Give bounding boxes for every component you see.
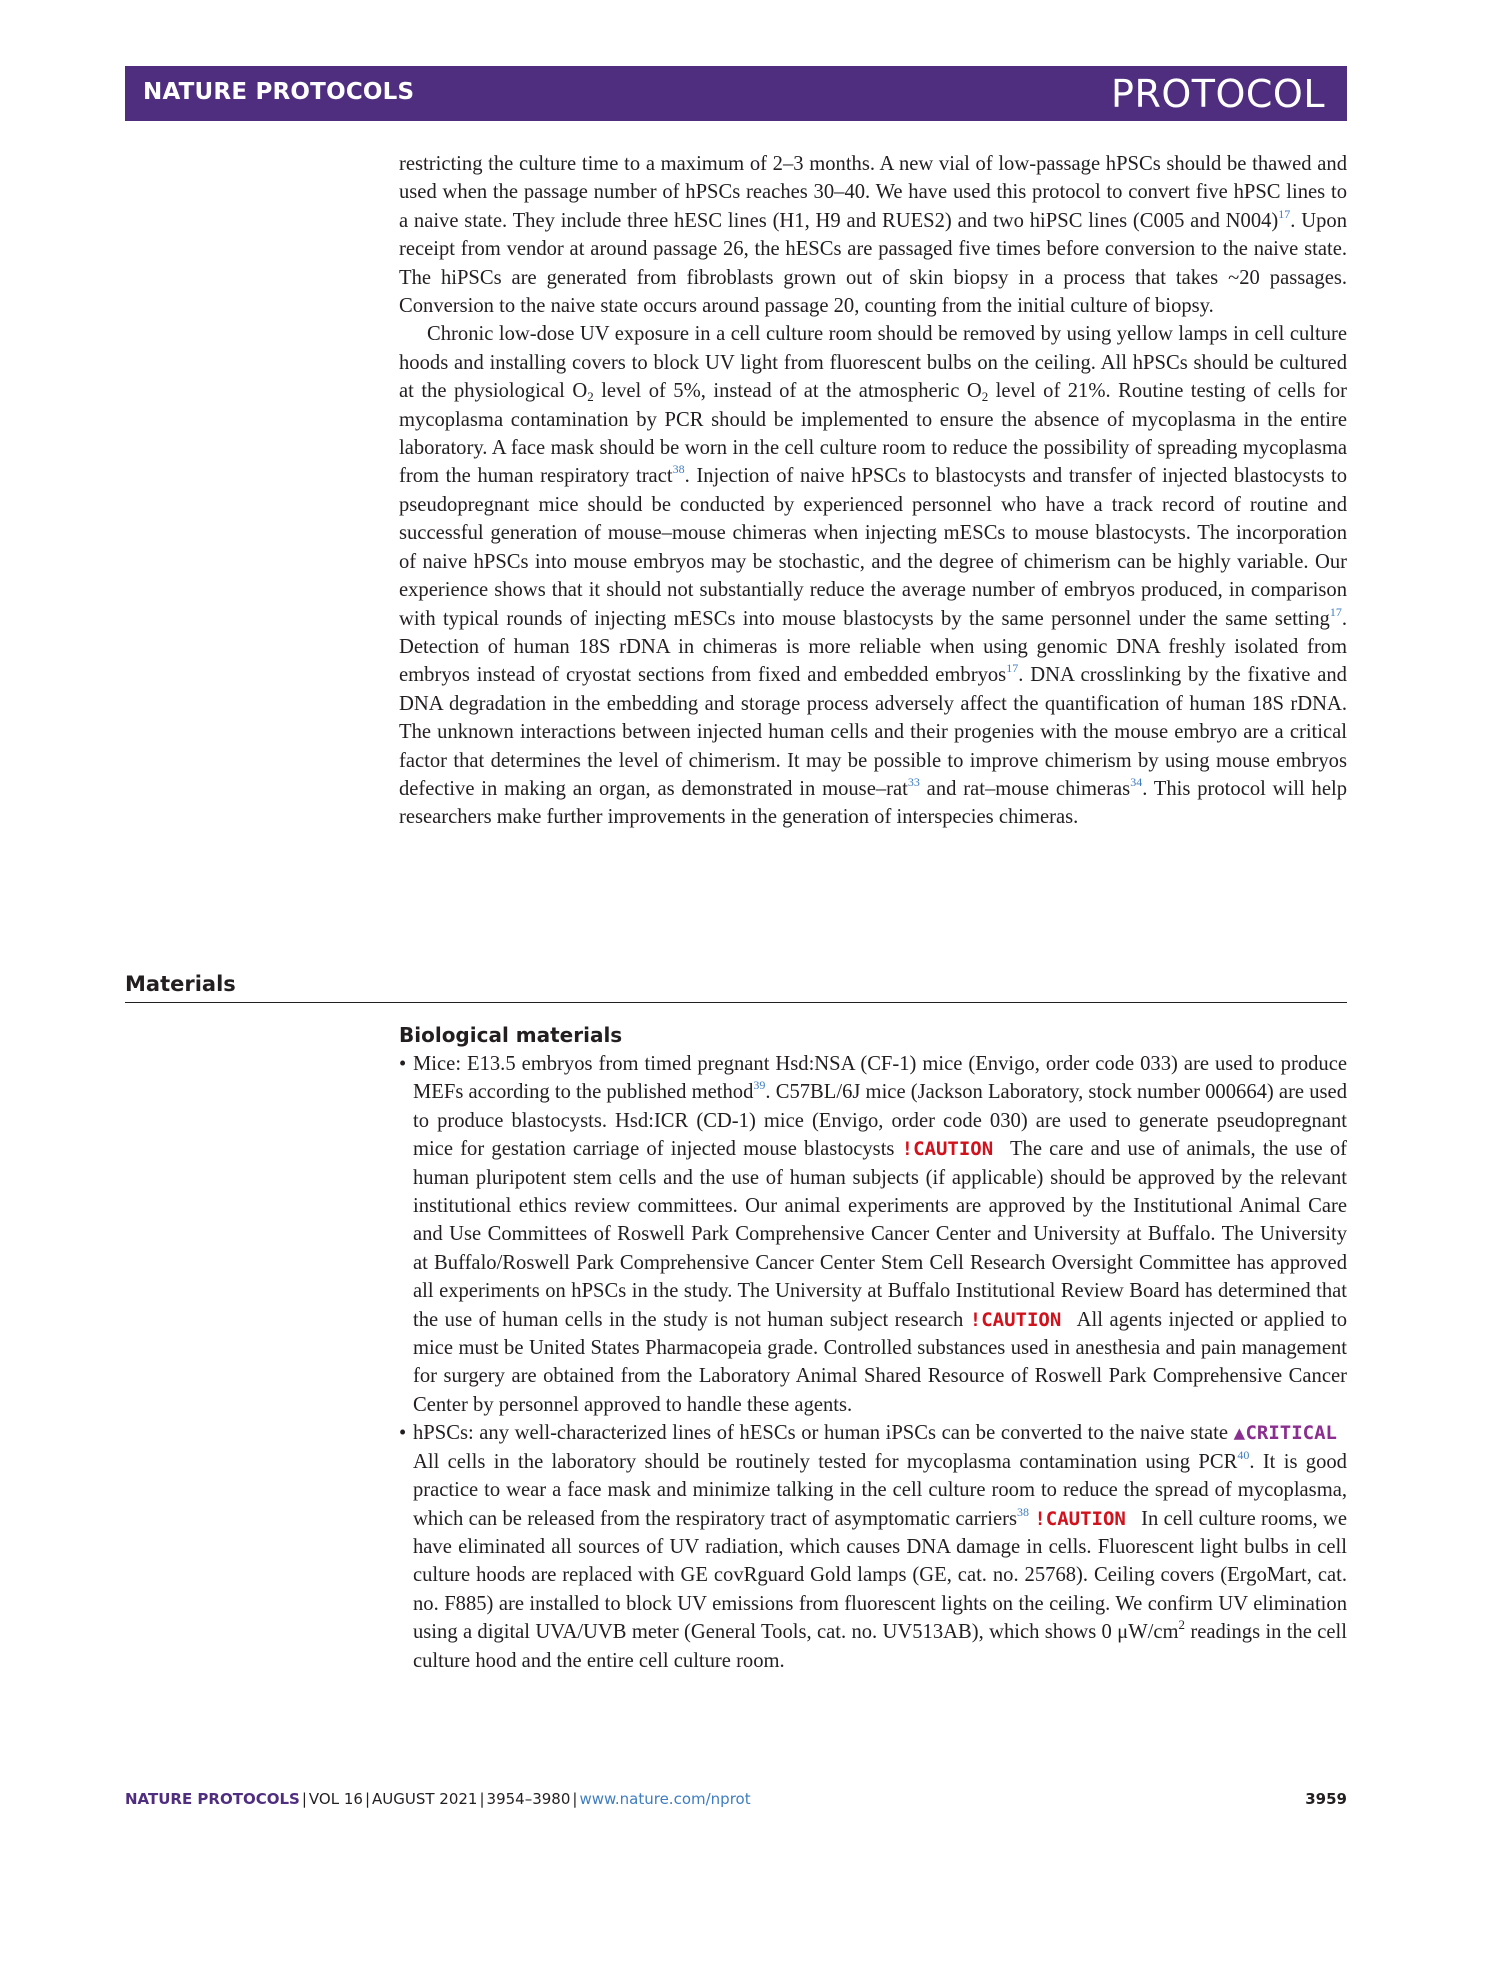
citation-ref[interactable]: 17 [1329,604,1342,619]
page-number: 3959 [1305,1790,1347,1808]
text-run: readings in the cell culture hood and the entire cell culture room. [413,1621,1347,1672]
footer-volume: VOL 16 [308,1790,363,1808]
text-run: . C57BL/6J mice (Jackson Laboratory, stock number 000664) are used to produce blastocysts. Hsd:ICR (CD-1) mice (Envigo, order code 030) are used to generate pseudopregnant mice for gestation carriage of injected mouse blastocysts [413,1081,1347,1161]
caution-label: !CAUTION [1034,1507,1126,1530]
citation-ref[interactable]: 38 [1017,1504,1030,1519]
separator: | [479,1790,485,1808]
page-footer [125,1790,1347,1808]
caution-label: !CAUTION [969,1308,1062,1331]
paragraph-2 [399,320,1347,831]
superscript: 2 [1178,1617,1186,1633]
citation-ref[interactable]: 33 [907,774,920,789]
text-run: In cell culture rooms, we have eliminated all sources of UV radiation, which causes DNA damage in cells. Fluorescent light bulbs in cell culture hoods are replaced with GE covRguard Gold lamps (GE, cat. no. 25768). Ceiling covers (ErgoMart, cat. no. F885) are installed to block UV emissions from fluorescent lights on the ceiling. We confirm UV elimination using a digital UVA/UVB meter (General Tools, cat. no. UV513AB), which shows 0 μW/cm [413,1507,1347,1644]
footer-journal: NATURE PROTOCOLS [125,1790,300,1808]
text-run: . Injection of naive hPSCs to blastocysts and transfer of injected blastocysts to pseudopregnant mice should be conducted by experienced personnel who have a track record of routine and successful generation of mouse–mouse chimeras when injecting mESCs to mouse blastocysts. The incorporation of naive hPSCs into mouse embryos may be stochastic, and the degree of chimerism can be highly variable. Our experience shows that it should not substantially reduce the average number of embryos produced, in comparison with typical rounds of injecting mESCs into mouse blastocysts by the same personnel under the same setting [399,465,1347,630]
separator: | [572,1790,578,1808]
citation-ref[interactable]: 17 [1006,661,1019,676]
materials-list [399,1050,1347,1675]
citation-ref[interactable]: 40 [1237,1447,1250,1462]
header-banner [125,66,1347,121]
text-run: The care and use of animals, the use of human pluripotent stem cells and the use of human subjects (if applicable) should be approved by the relevant institutional ethics review committees. Our animal experiments are approved by the Institutional Animal Care and Use Committees of Roswell Park Comprehensive Cancer Center and University at Buffalo. The University at Buffalo/Roswell Park Comprehensive Cancer Center Stem Cell Research Oversight Committee has approved all experiments on hPSCs in the study. The University at Buffalo Institutional Review Board has determined that the use of human cells in the study is not human subject research [413,1138,1347,1331]
citation-ref[interactable]: 39 [753,1078,766,1093]
bullet: • [399,1422,407,1445]
text-run: Mice: E13.5 embryos from timed pregnant Hsd:NSA (CF-1) mice (Envigo, order code 033) are used to produce MEFs according to the published method [413,1053,1347,1104]
intro-text [399,150,1347,832]
citation-ref[interactable]: 38 [672,462,685,477]
text-run: level of 21%. Routine testing of cells for mycoplasma contamination by PCR should be implemented to ensure the absence of mycoplasma in the entire laboratory. A face mask should be worn in the cell culture room to reduce the possibility of spreading mycoplasma from the human respiratory tract [399,380,1347,488]
subscript: 2 [587,389,594,405]
footer-url-link[interactable]: www.nature.com/nprot [579,1790,751,1808]
journal-name: NATURE PROTOCOLS [143,79,415,105]
article-type: PROTOCOL [1111,72,1325,116]
separator: | [364,1790,370,1808]
text-run: restricting the culture time to a maximum of 2–3 months. A new vial of low-passage hPSCs should be thawed and used when the passage number of hPSCs reaches 30–40. We have used this protocol to convert five hPSC lines to a naive state. They include three hESC lines (H1, H9 and RUES2) and two hiPSC lines (C005 and N004) [399,153,1347,232]
text-run: All cells in the laboratory should be routinely tested for mycoplasma contamination using PCR [413,1450,1238,1473]
bullet: • [399,1053,407,1075]
separator: | [301,1790,307,1808]
text-run: . Detection of human 18S rDNA in chimeras is more reliable when using genomic DNA freshly isolated from embryos instead of cryostat sections from fixed and embedded embryos [399,607,1347,687]
text-run: level of 5%, instead of at the atmospheric O [593,380,982,403]
text-run: hPSCs: any well-characterized lines of hESCs or human iPSCs can be converted to the naive state [413,1422,1228,1445]
text-run: . This protocol will help researchers make further improvements in the generation of interspecies chimeras. [399,777,1348,829]
section-divider [125,1002,1347,1003]
critical-label: ▲CRITICAL [1233,1422,1337,1445]
text-run: . Upon receipt from vendor at around passage 26, the hESCs are passaged five times before conversion to the naive state. The hiPSCs are generated from fibroblasts grown out of skin biopsy in a process that takes ~20 passages. Conversion to the naive state occurs around passage 20, counting from the initial culture of biopsy. [399,209,1347,318]
text-run: . It is good practice to wear a face mask and minimize talking in the cell culture room to reduce the spread of mycoplasma, which can be released from the respiratory tract of asymptomatic carriers [413,1450,1347,1530]
footer-date: AUGUST 2021 [372,1790,478,1808]
text-run: All agents injected or applied to mice must be United States Pharmacopeia grade. Controlled substances used in anesthesia and pain management for surgery are obtained from the Laboratory Animal Shared Resource of Roswell Park Comprehensive Cancer Center by personnel approved to handle these agents. [413,1308,1347,1416]
text-run: . DNA crosslinking by the fixative and DNA degradation in the embedding and storage process adversely affect the quantification of human 18S rDNA. The unknown interactions between injected human cells and their progenies with the mouse embryo are a critical factor that determines the level of chimerism. It may be possible to improve chimerism by using mouse embryos defective in making an organ, as demonstrated in mouse–rat [399,664,1347,800]
section-title-materials: Materials [125,972,236,996]
citation-ref[interactable]: 17 [1278,206,1291,221]
list-item [399,1050,1347,1419]
footer-pages: 3954–3980 [486,1790,571,1808]
subheading-biological-materials: Biological materials [399,1023,623,1047]
citation-ref[interactable]: 34 [1130,774,1143,789]
paragraph-1 [399,150,1347,320]
text-run: Chronic low-dose UV exposure in a cell culture room should be removed by using yellow lamps in cell culture hoods and installing covers to block UV light from fluorescent bulbs on the ceiling. All hPSCs should be cultured at the physiological O [399,323,1347,403]
text-run: and rat–mouse chimeras [919,777,1131,800]
subscript: 2 [981,389,989,405]
caution-label: !CAUTION [901,1138,994,1161]
list-item [399,1419,1347,1675]
